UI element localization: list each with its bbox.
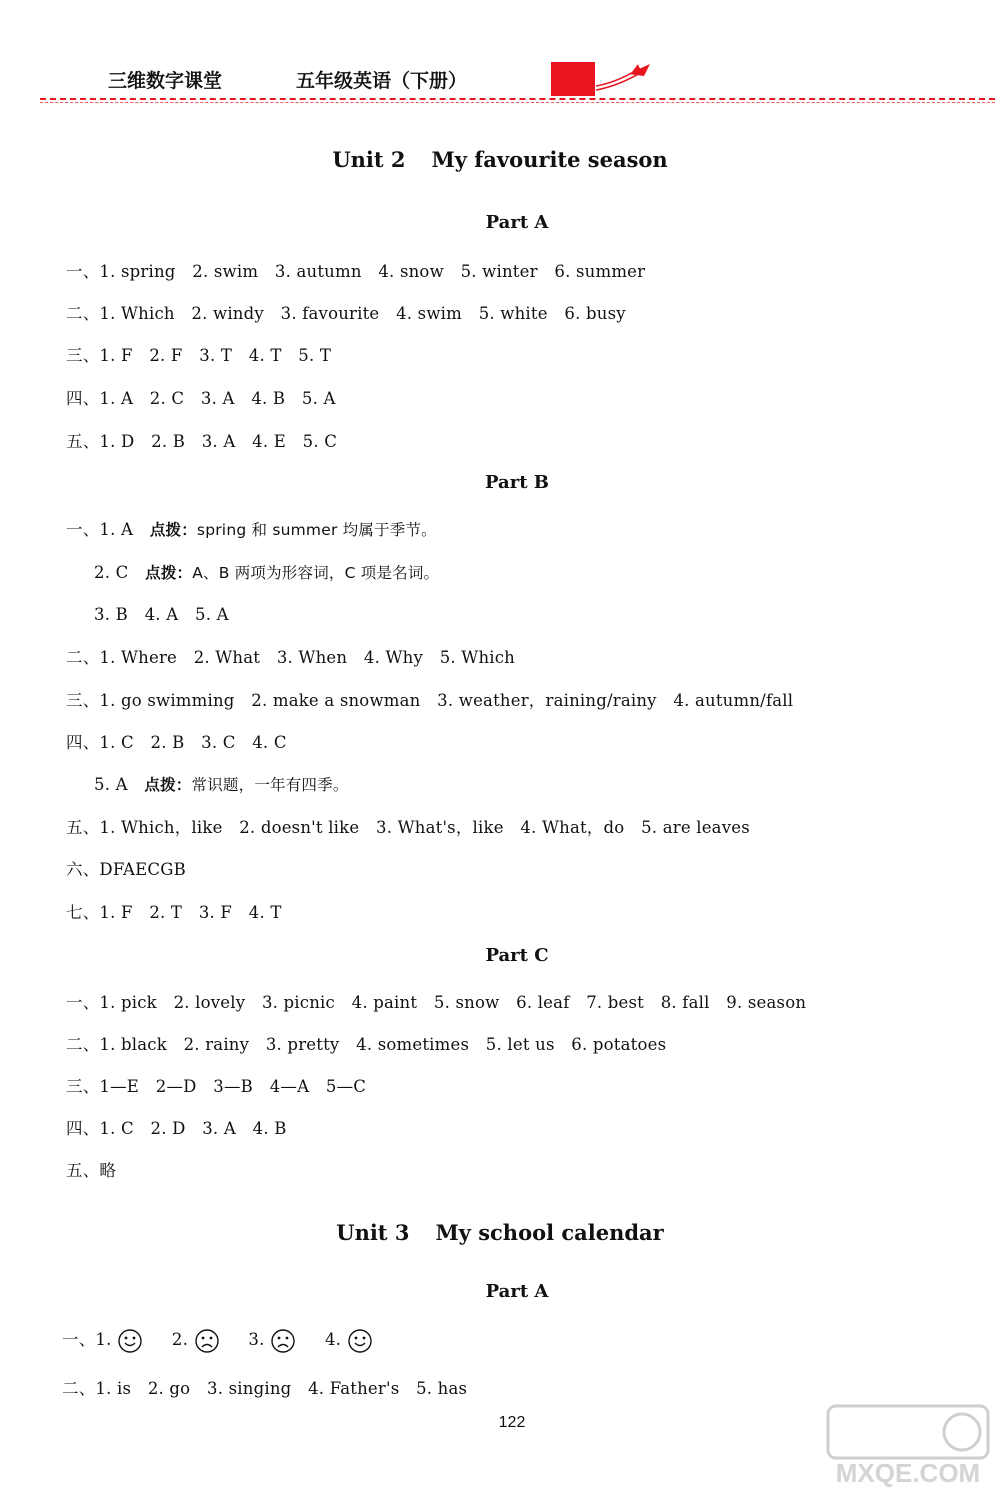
hint-label: 点拨： bbox=[149, 521, 197, 539]
smile-icon bbox=[347, 1328, 373, 1354]
page-header bbox=[0, 58, 1000, 108]
hint-label: 点拨： bbox=[145, 564, 193, 582]
answer-text: 2. bbox=[171, 1330, 189, 1349]
frown-icon bbox=[270, 1328, 296, 1354]
answer-line: 三、1—E 2—D 3—B 4—A 5—C bbox=[66, 1077, 367, 1096]
answer-text: 2. C bbox=[94, 563, 146, 582]
unit3-title bbox=[0, 1220, 1000, 1245]
answer-line: 七、1. F 2. T 3. F 4. T bbox=[66, 903, 282, 922]
page-number: 122 bbox=[498, 1414, 526, 1431]
answer-line: 二、1. Where 2. What 3. When 4. Why 5. Which bbox=[66, 648, 516, 667]
answer-line-faces bbox=[62, 1326, 373, 1354]
answer-text: 一、1. bbox=[62, 1330, 112, 1349]
unit2-partA-heading: Part A bbox=[485, 212, 549, 233]
answer-line: 五、略 bbox=[66, 1161, 117, 1180]
answer-line: 四、1. C 2. D 3. A 4. B bbox=[66, 1119, 287, 1138]
answer-line-with-hint bbox=[66, 516, 437, 540]
answer-line: 三、1. F 2. F 3. T 4. T 5. T bbox=[66, 346, 332, 365]
answer-line: 3. B 4. A 5. A bbox=[94, 605, 229, 624]
hint-text: spring 和 summer 均属于季节。 bbox=[196, 521, 437, 539]
answer-text: 3. bbox=[248, 1330, 265, 1349]
answer-text: 4. bbox=[324, 1330, 342, 1349]
answer-line: 五、1. Which，like 2. doesn't like 3. What's，like 4. What，do 5. are leaves bbox=[66, 818, 750, 837]
unit2-name: My favourite season bbox=[431, 147, 668, 172]
book-subject-title: 五年级英语（下册） bbox=[296, 70, 468, 92]
answer-line-with-hint bbox=[94, 771, 349, 795]
header-dashed-rule-secondary bbox=[40, 102, 995, 103]
answer-text: 一、1. A bbox=[66, 520, 150, 539]
hint-text: A、B 两项为形容词，C 项是名词。 bbox=[192, 564, 440, 582]
smile-icon bbox=[117, 1328, 143, 1354]
unit2-number: Unit 2 bbox=[332, 147, 406, 172]
answer-line: 二、1. black 2. rainy 3. pretty 4. sometimes 5. let us 6. potatoes bbox=[66, 1035, 667, 1054]
answer-line: 一、1. pick 2. lovely 3. picnic 4. paint 5. snow 6. leaf 7. best 8. fall 9. season bbox=[66, 993, 807, 1012]
book-series-title: 三维数字课堂 bbox=[108, 70, 223, 92]
rocket-icon bbox=[588, 60, 654, 94]
answer-line: 五、1. D 2. B 3. A 4. E 5. C bbox=[66, 432, 338, 451]
answer-line: 二、1. is 2. go 3. singing 4. Father's 5. has bbox=[62, 1379, 468, 1398]
answer-line: 三、1. go swimming 2. make a snowman 3. weather，raining/rainy 4. autumn/fall bbox=[66, 691, 794, 710]
unit3-name: My school calendar bbox=[435, 1220, 664, 1245]
answer-line: 四、1. C 2. B 3. C 4. C bbox=[66, 733, 287, 752]
answer-line: 一、1. spring 2. swim 3. autumn 4. snow 5. winter 6. summer bbox=[66, 262, 646, 281]
watermark-text: MXQE.COM bbox=[835, 1458, 981, 1488]
unit3-partA-heading: Part A bbox=[485, 1281, 549, 1302]
watermark-logo bbox=[822, 1402, 994, 1490]
unit3-number: Unit 3 bbox=[336, 1220, 410, 1245]
hint-text: 常识题，一年有四季。 bbox=[191, 776, 349, 794]
unit2-partB-heading: Part B bbox=[485, 472, 549, 493]
frown-icon bbox=[194, 1328, 220, 1354]
unit2-title bbox=[0, 147, 1000, 172]
answer-line-with-hint bbox=[94, 559, 439, 583]
answer-text: 5. A bbox=[94, 775, 145, 794]
answer-line: 四、1. A 2. C 3. A 4. B 5. A bbox=[66, 389, 336, 408]
header-dashed-rule bbox=[40, 98, 995, 100]
answer-line: 六、DFAECGB bbox=[66, 860, 186, 879]
hint-label: 点拨： bbox=[144, 776, 192, 794]
answer-line: 二、1. Which 2. windy 3. favourite 4. swim 5. white 6. busy bbox=[66, 304, 626, 323]
unit2-partC-heading: Part C bbox=[485, 945, 549, 966]
